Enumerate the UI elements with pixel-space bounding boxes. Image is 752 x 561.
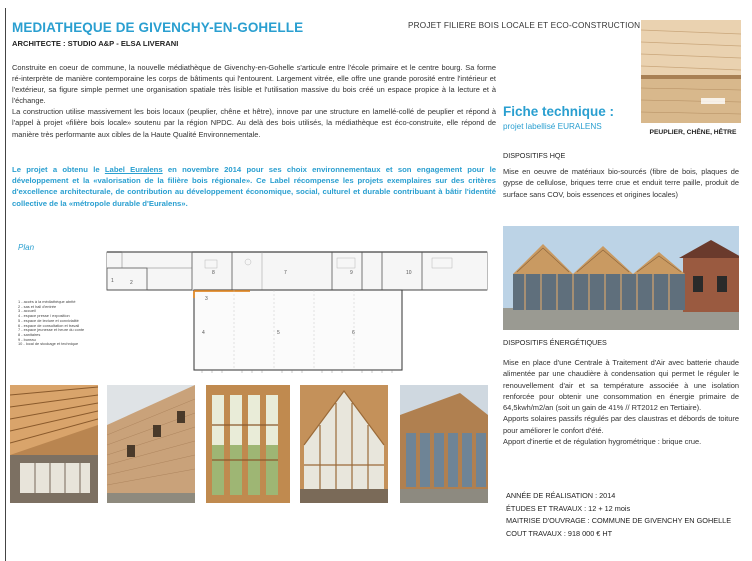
intro-text bbox=[12, 62, 496, 140]
wood-species-caption: PEUPLIER, CHÊNE, HÊTRE bbox=[649, 129, 737, 136]
euralens-link[interactable]: Label Euralens bbox=[104, 165, 163, 174]
room-number-2: 2 bbox=[130, 280, 133, 286]
project-facts bbox=[506, 490, 731, 540]
room-number-4: 4 bbox=[202, 330, 205, 336]
legend-item: 4 - espace presse / exposition bbox=[18, 313, 70, 319]
room-number-9: 9 bbox=[350, 270, 353, 276]
fact-year: ANNÉE DE RÉALISATION : 2014 bbox=[506, 491, 616, 500]
photo-brick-facade bbox=[107, 385, 195, 503]
label-after: en novembre 2014 pour ses choix environnementaux et son engagement pour le développement et la «valorisation de la filière bois régionale». Ce Label récompense les projets exemplaires sur des critères d'excellence architecturale, de contribution au développement économique, social, culturel et durable contribuant à bâtir l'identité collective de la «métropole durable d'Euralens». bbox=[12, 165, 496, 208]
energy-paragraph-2: Apports solaires passifs régulés par des claustras et débords de toiture pour améliorer le confort d'été. bbox=[503, 414, 739, 435]
photo-wood-ceiling bbox=[10, 385, 98, 503]
plan-label: Plan bbox=[18, 243, 35, 252]
intro-paragraph-2: La construction utilise massivement les bois locaux (peuplier, chêne et hêtre), innove par une structure en lamellé-collé de peuplier et répond à l'appel à projet «filière bois locale» soutenu par la région NPDC. Au delà des bois utilisés, la médiathèque est éco-construite, elle répond de manière très performante aux cibles de la Haute Qualité Environnementale. bbox=[12, 107, 496, 139]
legend-item: 3 - accueil bbox=[18, 308, 36, 314]
hqe-text: Mise en oeuvre de matériaux bio-sourcés (fibre de bois, plaques de gypse de cellulose, briques terre crue et enduit terre paille, produit de surface sans COV, bois essences et origines locales) bbox=[503, 167, 739, 199]
energy-text bbox=[503, 357, 739, 447]
hqe-heading: DISPOSITIFS HQE bbox=[503, 151, 566, 160]
legend-item: 5 - espace de lecture et convivialité bbox=[18, 317, 79, 323]
room-number-10: 10 bbox=[406, 270, 412, 276]
fact-client: MAITRISE D'OUVRAGE : COMMUNE DE GIVENCHY EN GOHELLE bbox=[506, 516, 732, 525]
energy-paragraph-3: Apport d'inertie et de régulation hygrométrique : brique crue. bbox=[503, 437, 702, 447]
legend-item: 9 - bureau bbox=[18, 336, 36, 342]
fiche-subtitle: projet labellisé EURALENS bbox=[503, 122, 602, 131]
legend-item: 7 - espace jeunesse et heure du conte bbox=[18, 327, 85, 333]
room-number-1: 1 bbox=[111, 278, 114, 284]
label-before: Le projet a obtenu le bbox=[12, 165, 105, 174]
room-number-8: 8 bbox=[212, 270, 215, 276]
plan-legend bbox=[18, 300, 108, 347]
energy-heading: DISPOSITIFS ÉNERGÉTIQUES bbox=[503, 338, 607, 347]
photo-exterior-wide bbox=[503, 226, 739, 330]
room-number-3: 3 bbox=[205, 296, 208, 302]
fact-cost: COUT TRAVAUX : 918 000 € HT bbox=[506, 528, 613, 538]
legend-item: 1 - accès à la médiathèque abrité bbox=[18, 299, 76, 304]
fact-duration: ÉTUDES ET TRAVAUX : 12 + 12 mois bbox=[506, 503, 631, 513]
energy-paragraph-1: Mise en place d'une Centrale à Traitement d'Air avec batterie chaude alimentée par une chaudière à condensation qui permet le réguler le renouvellement d'air et sa température associée à une isolation renforcée pour obtenir une consommation en énergie primaire de 64,5kwh/m2/an (soit un gain de 41% // RT2012 en Tertiaire). bbox=[503, 358, 739, 413]
intro-paragraph-1: Construite en coeur de commune, la nouvelle médiathèque de Givenchy-en-Gohelle s'articule entre l'école primaire et le centre bourg. Sa forme ré-interprète de manière contemporaine les corps de bâtiments qui l'entourent. Largement vitrée, elle offre une grande porosité entre l'intérieur et l'extérieur, sa figure simple permet une organisation spatiale très lisible et l'utilisation massive du bois créé un espace propice à la lecture et à l'échange. bbox=[12, 63, 496, 106]
project-heading: PROJET FILIERE BOIS LOCALE ET ECO-CONSTRUCTION bbox=[408, 21, 641, 30]
page-title: MEDIATHEQUE DE GIVENCHY-EN-GOHELLE bbox=[12, 20, 304, 35]
room-number-6: 6 bbox=[352, 330, 355, 336]
fiche-title: Fiche technique : bbox=[503, 104, 615, 119]
photo-exterior-facade bbox=[400, 385, 488, 503]
legend-item: 8 - sanitaires bbox=[18, 331, 41, 337]
photo-interior-gable bbox=[300, 385, 388, 503]
photo-wood-sample bbox=[641, 20, 741, 123]
left-border-rule bbox=[5, 8, 6, 561]
room-number-7: 7 bbox=[284, 270, 287, 276]
architect-line: ARCHITECTE : STUDIO A&P - ELSA LIVERANI bbox=[12, 39, 179, 48]
legend-item: 10 - local de stockage et technique bbox=[18, 341, 79, 347]
photo-strip bbox=[10, 385, 490, 503]
photo-glazed-wall bbox=[206, 385, 290, 503]
legend-item: 6 - espace de consultation et travail bbox=[18, 322, 80, 328]
euralens-label-paragraph bbox=[12, 164, 496, 209]
legend-item: 2 - sas et hall d'entrée bbox=[18, 303, 57, 309]
room-number-5: 5 bbox=[277, 330, 280, 336]
